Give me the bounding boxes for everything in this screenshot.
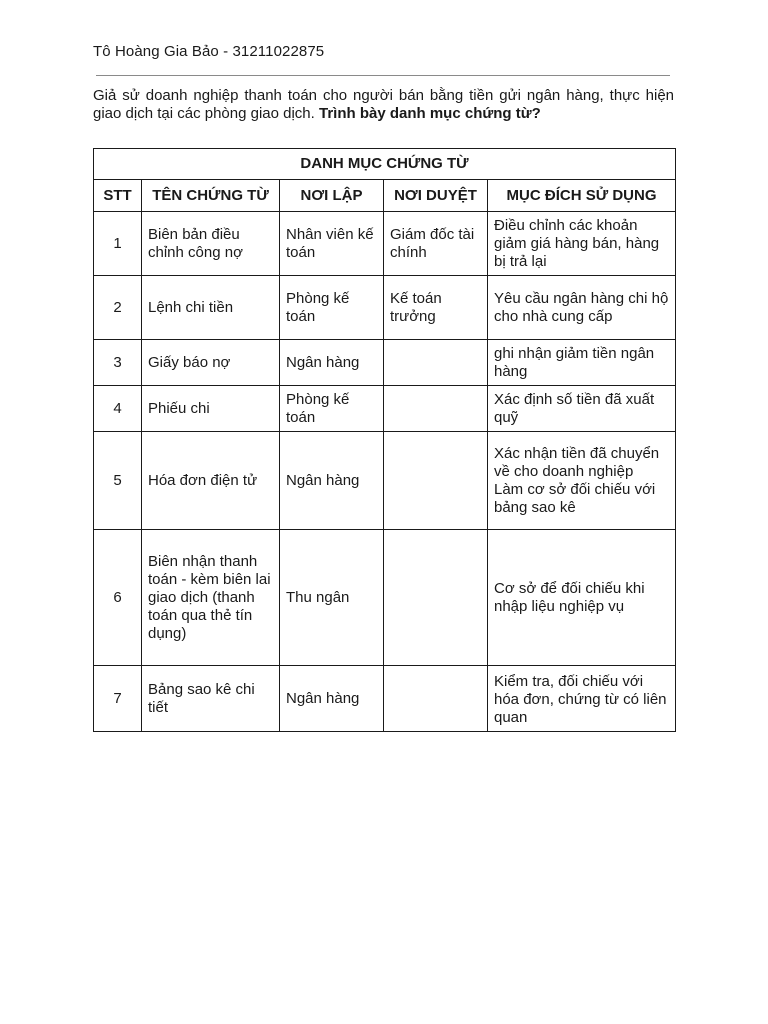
cell-purpose: Xác nhận tiền đã chuyển về cho doanh nghiệp Làm cơ sở đối chiếu với bảng sao kê (488, 432, 676, 530)
cell-stt: 1 (94, 212, 142, 276)
cell-approved-by (384, 340, 488, 386)
cell-purpose: Cơ sở để đối chiếu khi nhập liệu nghiệp vụ (488, 530, 676, 666)
cell-made-by: Ngân hàng (280, 666, 384, 732)
cell-purpose: Yêu cầu ngân hàng chi hộ cho nhà cung cấp (488, 276, 676, 340)
cell-stt: 3 (94, 340, 142, 386)
cell-stt: 7 (94, 666, 142, 732)
cell-purpose: Xác định số tiền đã xuất quỹ (488, 386, 676, 432)
author-line: Tô Hoàng Gia Bảo - 31211022875 (93, 43, 325, 60)
table-row (94, 276, 676, 340)
header-divider (96, 75, 670, 76)
cell-name: Giấy báo nợ (142, 340, 280, 386)
cell-name: Phiếu chi (142, 386, 280, 432)
table-row (94, 340, 676, 386)
column-header-purpose: MỤC ĐÍCH SỬ DỤNG (488, 180, 676, 212)
column-header-made-by: NƠI LẬP (280, 180, 384, 212)
cell-purpose: Điều chỉnh các khoản giảm giá hàng bán, hàng bị trả lại (488, 212, 676, 276)
cell-approved-by (384, 530, 488, 666)
cell-approved-by: Kế toán trưởng (384, 276, 488, 340)
cell-approved-by (384, 432, 488, 530)
cell-name: Biên nhận thanh toán - kèm biên lai giao dịch (thanh toán qua thẻ tín dụng) (142, 530, 280, 666)
table-row (94, 386, 676, 432)
table-row (94, 530, 676, 666)
table-row (94, 666, 676, 732)
table-row (94, 432, 676, 530)
cell-approved-by (384, 386, 488, 432)
question-context: Giả sử doanh nghiệp thanh toán cho người bán bằng tiền gửi ngân hàng, thực hiện giao dịch tại các phòng giao dịch. (93, 87, 674, 122)
cell-purpose: Kiểm tra, đối chiếu với hóa đơn, chứng từ có liên quan (488, 666, 676, 732)
cell-stt: 5 (94, 432, 142, 530)
cell-approved-by: Giám đốc tài chính (384, 212, 488, 276)
cell-purpose: ghi nhận giảm tiền ngân hàng (488, 340, 676, 386)
cell-made-by: Ngân hàng (280, 340, 384, 386)
column-header-stt: STT (94, 180, 142, 212)
cell-name: Bảng sao kê chi tiết (142, 666, 280, 732)
cell-name: Lệnh chi tiền (142, 276, 280, 340)
cell-made-by: Phòng kế toán (280, 386, 384, 432)
question-bold: Trình bày danh mục chứng từ? (319, 105, 541, 122)
cell-made-by: Nhân viên kế toán (280, 212, 384, 276)
question-paragraph (93, 87, 674, 123)
column-header-name: TÊN CHỨNG TỪ (142, 180, 280, 212)
table-row (94, 212, 676, 276)
cell-stt: 2 (94, 276, 142, 340)
cell-approved-by (384, 666, 488, 732)
cell-stt: 6 (94, 530, 142, 666)
column-header-approved-by: NƠI DUYỆT (384, 180, 488, 212)
cell-name: Hóa đơn điện tử (142, 432, 280, 530)
table-title: DANH MỤC CHỨNG TỪ (94, 149, 676, 180)
cell-made-by: Phòng kế toán (280, 276, 384, 340)
document-catalog-table (93, 148, 676, 732)
cell-made-by: Ngân hàng (280, 432, 384, 530)
cell-stt: 4 (94, 386, 142, 432)
cell-made-by: Thu ngân (280, 530, 384, 666)
cell-name: Biên bản điều chỉnh công nợ (142, 212, 280, 276)
